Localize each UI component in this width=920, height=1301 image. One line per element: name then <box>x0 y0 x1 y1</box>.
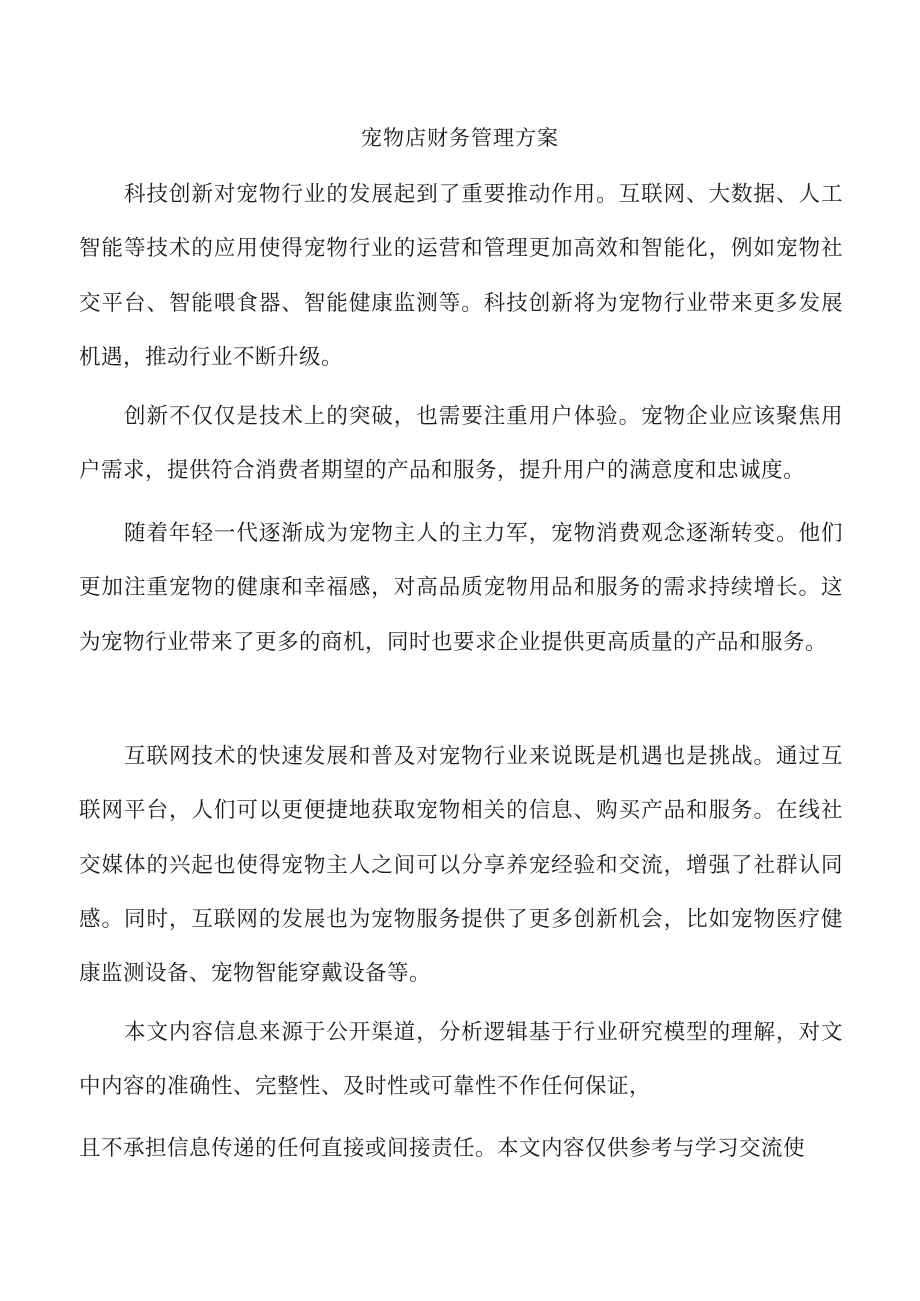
paragraph-user-experience: 创新不仅仅是技术上的突破，也需要注重用户体验。宠物企业应该聚焦用户需求，提供符合消费者期望的产品和服务，提升用户的满意度和忠诚度。 <box>79 404 843 484</box>
paragraph-tech-innovation: 科技创新对宠物行业的发展起到了重要推动作用。互联网、大数据、人工智能等技术的应用使得宠物行业的运营和管理更加高效和智能化，例如宠物社交平台、智能喂食器、智能健康监测等。科技创新将为宠物行业带来更多发展机遇，推动行业不断升级。 <box>79 182 843 370</box>
paragraph-consumer-trends: 随着年轻一代逐渐成为宠物主人的主力军，宠物消费观念逐渐转变。他们更加注重宠物的健康和幸福感，对高品质宠物用品和服务的需求持续增长。这为宠物行业带来了更多的商机，同时也要求企业提供更高质量的产品和服务。 <box>79 521 843 655</box>
paragraph-disclaimer-continued: 且不承担信息传递的任何直接或间接责任。本文内容仅供参考与学习交流使 <box>79 1136 806 1161</box>
paragraph-disclaimer: 本文内容信息来源于公开渠道，分析逻辑基于行业研究模型的理解，对文中内容的准确性、完整性、及时性或可靠性不作任何保证， <box>79 1020 843 1100</box>
paragraph-internet-development: 互联网技术的快速发展和普及对宠物行业来说既是机遇也是挑战。通过互联网平台，人们可以更便捷地获取宠物相关的信息、购买产品和服务。在线社交媒体的兴起也使得宠物主人之间可以分享养宠经验和交流，增强了社群认同感。同时，互联网的发展也为宠物服务提供了更多创新机会，比如宠物医疗健康监测设备、宠物智能穿戴设备等。 <box>79 744 843 987</box>
page-title: 宠物店财务管理方案 <box>361 126 559 150</box>
